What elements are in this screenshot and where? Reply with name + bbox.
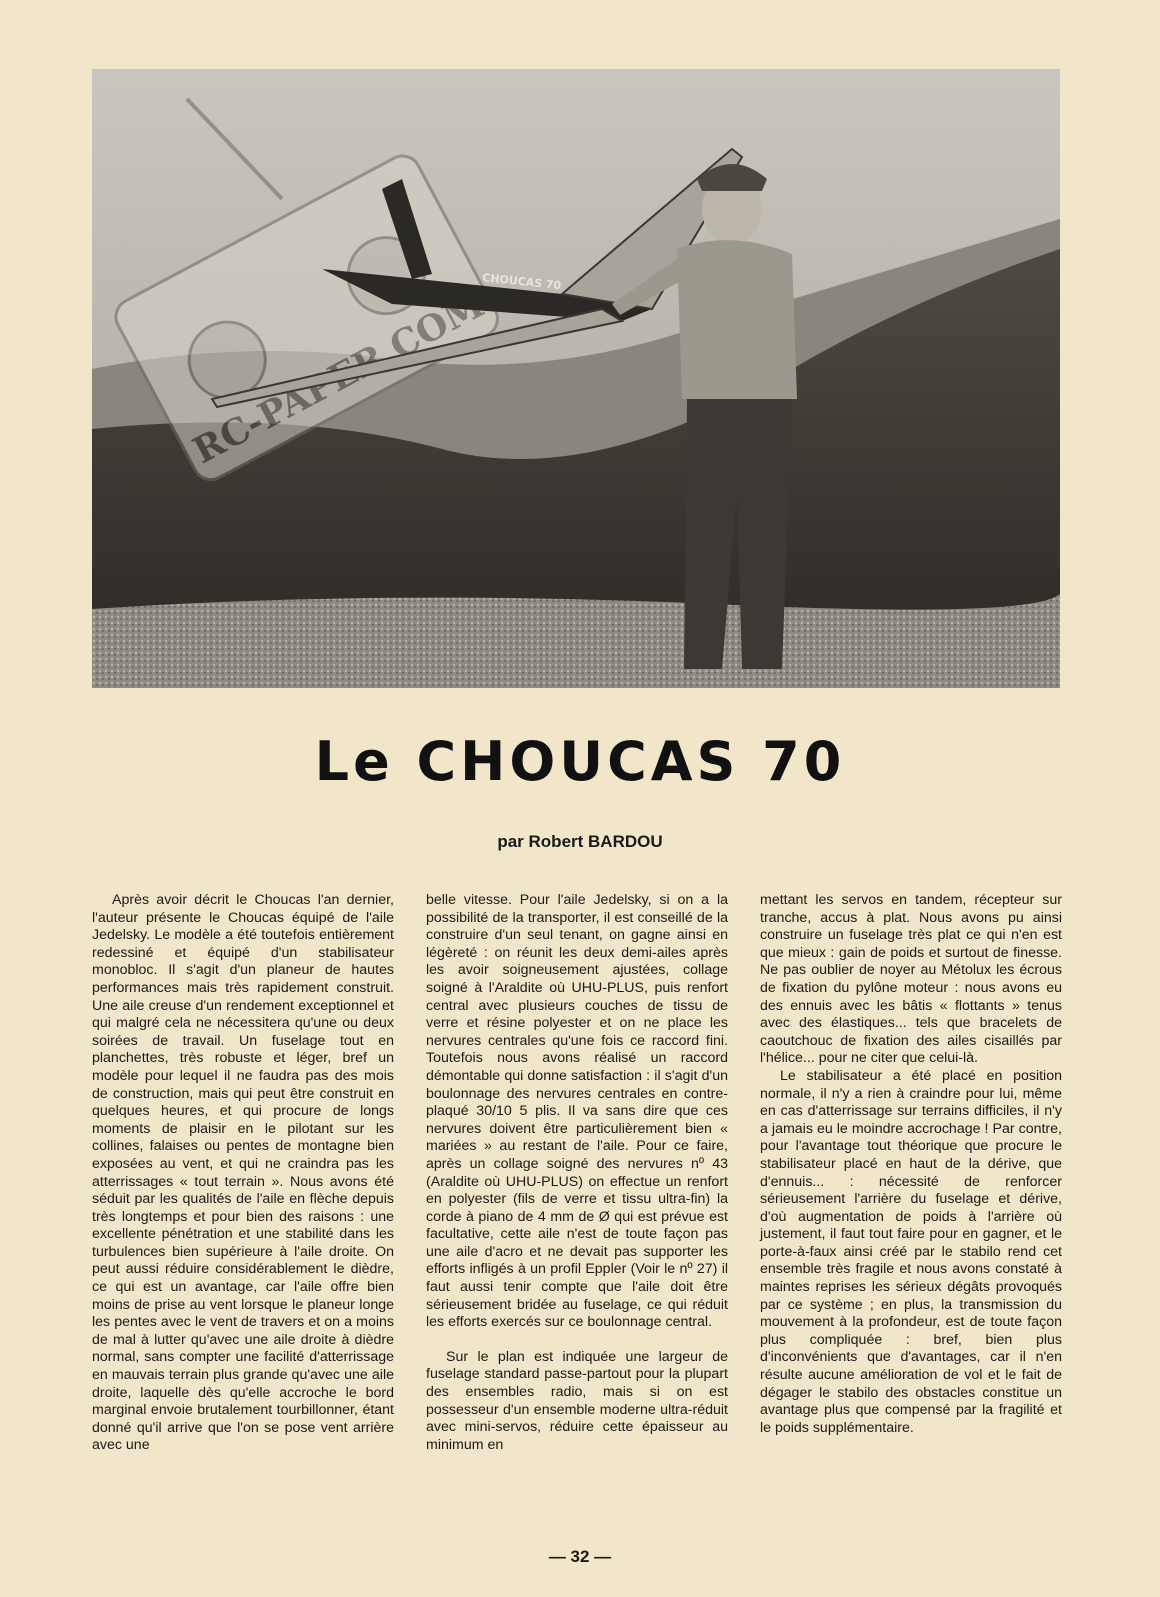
article-byline: par Robert BARDOU [497, 832, 663, 851]
article-title: Le CHOUCAS 70 [314, 730, 846, 793]
text-column-1 [92, 892, 394, 1542]
article-photo [92, 69, 1060, 688]
paragraph: Le stabilisateur a été placé en position normale, il n'y a rien à craindre pour lui, même en cas d'atterrissage sur terrains difficiles, il n'y a jamais eu le moindre accrochage ! Par contre, pour l'avantage tout théorique que procure le stabilisateur placé en haut de la dérive, que d'ennuis... : nécessité de renforcer sérieusement l'arrière du fuselage et dérive, d'où augmentation de poids à l'arrière où justement, il faut tout faire pour en gagner, et le porte-à-faux ainsi créé par le stabilo rend cet ensemble très fragile et nous avons constaté à maintes reprises les sérieux dégâts provoqués par ce système ; en plus, la transmission du mouvement à la profondeur, est de toute façon plus compliquée : bref, bien plus d'inconvénients que d'avantages, car il n'en résulte aucune amélioration de vol et le fait de dégager le stabilo des obstacles constitue un avantage plus que compensé par la fragilité et le poids supplémentaire. [760, 1067, 1062, 1436]
article-body [92, 892, 1062, 1542]
paragraph: belle vitesse. Pour l'aile Jedelsky, si on a la possibilité de la transporter, il est conseillé de la construire d'un seul tenant, on gagne ainsi en légèreté : on réunit les deux demi-ailes après les avoir soigneusement ajustées, collage soigné à l'Araldite où UHU-PLUS, puis renfort central avec plusieurs couches de tissu de verre et résine polyester et on ne place les nervures centrales qu'une fois ce raccord fini. Toutefois nous avons réalisé un raccord démontable qui donne satisfaction : il s'agit d'un boulonnage des nervures centrales en contre-plaqué 30/10 5 plis. Il va sans dire que ces nervures doivent être particulièrement bien « mariées » au restant de l'aile. Pour ce faire, après un collage soigné des nervures nº 43 (Araldite où UHU-PLUS) on effectue un renfort en polyester (fils de verre et tissu ultra-fin) la corde à piano de 4 mm de Ø qui est prévue est facultative, cette aile n'est de toute façon pas une aile d'acro et ne devait pas supporter les efforts infligés à un profil Eppler (Voir le nº 27) il faut aussi tenir compte que l'aile doit être sérieusement bridée au fuselage, ce qui réduit les efforts exercés sur ce boulonnage central. [426, 892, 728, 1331]
page-number: — 32 — [548, 1547, 612, 1566]
text-column-3 [760, 892, 1062, 1542]
paragraph: Sur le plan est indiquée une largeur de fuselage standard passe-partout pour la plupart des ensembles radio, mais si on est possesseur d'un ensemble moderne ultra-réduit avec mini-servos, réduire cette épaisseur au minimum en [426, 1348, 728, 1453]
glider-label: CHOUCAS 70 [481, 271, 562, 293]
photo-illustration [92, 69, 1060, 688]
paragraph: Après avoir décrit le Choucas l'an dernier, l'auteur présente le Choucas équipé de l'aile Jedelsky. Le modèle a été toutefois entièrement redessiné et équipé d'un stabilisateur monobloc. Il s'agit d'un planeur de hautes performances mais très rapidement construit. Une aile creuse d'un rendement exceptionnel et qui malgré cela ne nécessitera qu'une ou deux soirées de travail. Un fuselage tout en planchettes, très robuste et léger, bref un modèle pour lequel il ne faudra pas des mois de construction, mais qui peut être construit en quelques heures, et qui procure de longs moments de plaisir en le pilotant sur les collines, falaises ou pentes de montagne bien exposées au vent, et qui ne craindra pas les atterrissages « tout terrain ». Nous avons été séduit par les qualités de l'aile en flèche depuis très longtemps et pour bien des raisons : une excellente pénétration et une stabilité dans les turbulences bien supérieure à l'aile droite. On peut aussi réduire considérablement le dièdre, ce qui est un avantage, car l'aile offre bien moins de prise au vent lorsque le planeur longe les pentes avec le vent de travers et on a moins de mal à lutter qu'avec une aile droite à dièdre normal, sans compter une facilité d'atterrissage en mauvais terrain plus grande qu'avec une aile droite, laquelle dès qu'elle accroche le bord marginal envoie brutalement tourbillonner, étant donné qu'il arrive que l'on se pose vent arrière avec une [92, 892, 394, 1454]
paragraph: mettant les servos en tandem, récepteur sur tranche, accus à plat. Nous avons pu ainsi construire un fuselage très plat ce qui n'en est que mieux : gain de poids et surtout de finesse. Ne pas oublier de noyer au Métolux les écrous de fixation du pylône moteur : nous avons eu des ennuis avec les bâtis « flottants » tenus avec des élastiques... tels que bracelets de caoutchouc de fixation des ailes cisaillés par l'hélice... pour ne citer que celui-là. [760, 892, 1062, 1067]
text-column-2 [426, 892, 728, 1542]
